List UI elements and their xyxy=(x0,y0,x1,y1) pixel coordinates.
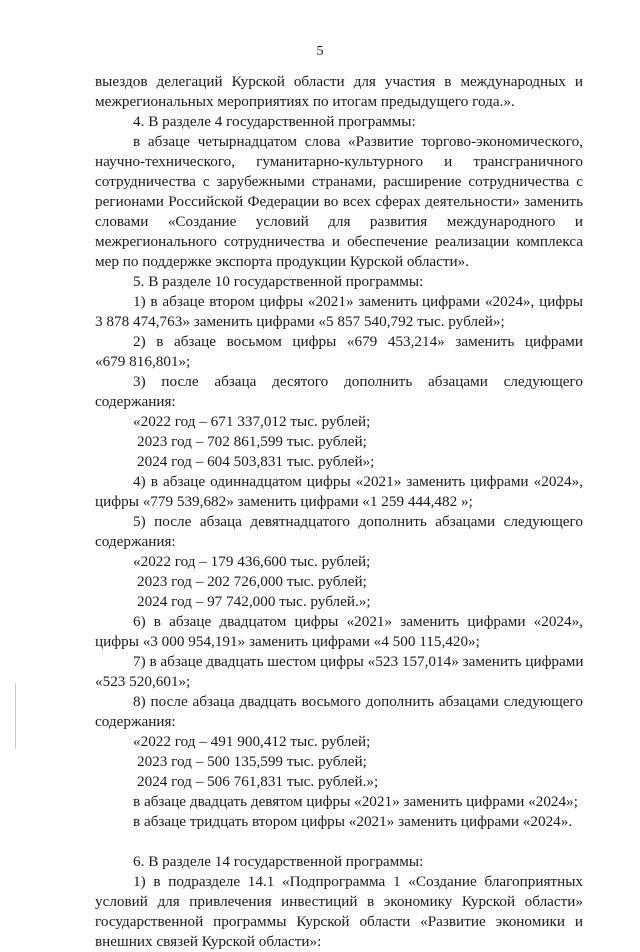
list-line: 2024 год – 506 761,831 тыс. рублей.»; xyxy=(137,773,379,790)
text-line: в абзаце тридцать втором цифры «2021» заменить цифрами «2024». xyxy=(133,813,573,830)
section-heading: 6. В разделе 14 государственной программы: xyxy=(133,853,424,870)
text-line: регионами Российской Федерации во всех сферах деятельности» заменить xyxy=(95,193,583,210)
text-line: 6) в абзаце двадцатом цифры «2021» заменить цифрами «2024», xyxy=(133,613,583,630)
list-line: 2023 год – 500 135,599 тыс. рублей; xyxy=(137,753,367,770)
text-line: внешних связей Курской области»: xyxy=(95,933,322,950)
text-line: межрегиональных мероприятиях по итогам предыдущего года.». xyxy=(95,93,515,110)
document-body xyxy=(95,72,583,952)
section-heading: 5. В разделе 10 государственной программы: xyxy=(133,273,424,290)
text-line: межрегионального сотрудничества и обеспечение реализации комплекса xyxy=(95,233,583,250)
text-line: цифры «3 000 954,191» заменить цифрами «4 500 115,420»; xyxy=(95,633,480,650)
list-line: «2022 год – 179 436,600 тыс. рублей; xyxy=(133,553,371,570)
text-line: научно-технического, гуманитарно-культурного и трансграничного xyxy=(95,153,583,170)
list-line: 2023 год – 202 726,000 тыс. рублей; xyxy=(137,573,367,590)
list-line: 2023 год – 702 861,599 тыс. рублей; xyxy=(137,433,367,450)
text-line: выездов делегаций Курской области для участия в международных и xyxy=(95,73,583,90)
text-line: 1) в абзаце втором цифры «2021» заменить цифрами «2024», цифры xyxy=(133,293,583,310)
text-line: мер по поддержке экспорта продукции Курской области». xyxy=(95,253,470,270)
text-line: 3) после абзаца десятого дополнить абзацами следующего xyxy=(133,373,583,390)
text-line: цифры «779 539,682» заменить цифрами «1 259 444,482 »; xyxy=(95,493,473,510)
text-line: 2) в абзаце восьмом цифры «679 453,214» заменить цифрами xyxy=(133,333,583,350)
scan-margin-mark xyxy=(15,683,16,749)
text-line: в абзаце двадцать девятом цифры «2021» заменить цифрами «2024»; xyxy=(133,793,578,810)
text-line: условий для привлечения инвестиций в экономику Курской области» xyxy=(95,893,583,910)
text-line: 8) после абзаца двадцать восьмого дополнить абзацами следующего xyxy=(133,693,583,710)
paragraph-gap xyxy=(95,832,583,852)
text-line: государственной программы Курской области «Развитие экономики и xyxy=(95,913,583,930)
list-line: «2022 год – 491 900,412 тыс. рублей; xyxy=(133,733,371,750)
text-line: сотрудничества с зарубежными странами, расширение сотрудничества с xyxy=(95,173,583,190)
text-line: 1) в подразделе 14.1 «Подпрограмма 1 «Создание благоприятных xyxy=(133,873,583,890)
text-line: словами «Создание условий для развития международного и xyxy=(95,213,583,230)
text-line: 3 878 474,763» заменить цифрами «5 857 540,792 тыс. рублей»; xyxy=(95,313,505,330)
text-line: 5) после абзаца девятнадцатого дополнить абзацами следующего xyxy=(133,513,583,530)
page-number: 5 xyxy=(316,44,324,59)
text-line: 4) в абзаце одиннадцатом цифры «2021» заменить цифрами «2024», xyxy=(133,473,583,490)
text-line: содержания: xyxy=(95,393,176,410)
text-line: содержания: xyxy=(95,713,176,730)
section-heading: 4. В разделе 4 государственной программы: xyxy=(133,113,416,130)
text-line: «679 816,801»; xyxy=(95,353,191,370)
text-line: содержания: xyxy=(95,533,176,550)
text-line: в абзаце четырнадцатом слова «Развитие торгово-экономического, xyxy=(133,133,583,150)
text-line: «523 520,601»; xyxy=(95,673,191,690)
list-line: 2024 год – 97 742,000 тыс. рублей.»; xyxy=(137,593,371,610)
list-line: 2024 год – 604 503,831 тыс. рублей»; xyxy=(137,453,375,470)
text-line: 7) в абзаце двадцать шестом цифры «523 157,014» заменить цифрами xyxy=(133,653,584,670)
list-line: «2022 год – 671 337,012 тыс. рублей; xyxy=(133,413,371,430)
